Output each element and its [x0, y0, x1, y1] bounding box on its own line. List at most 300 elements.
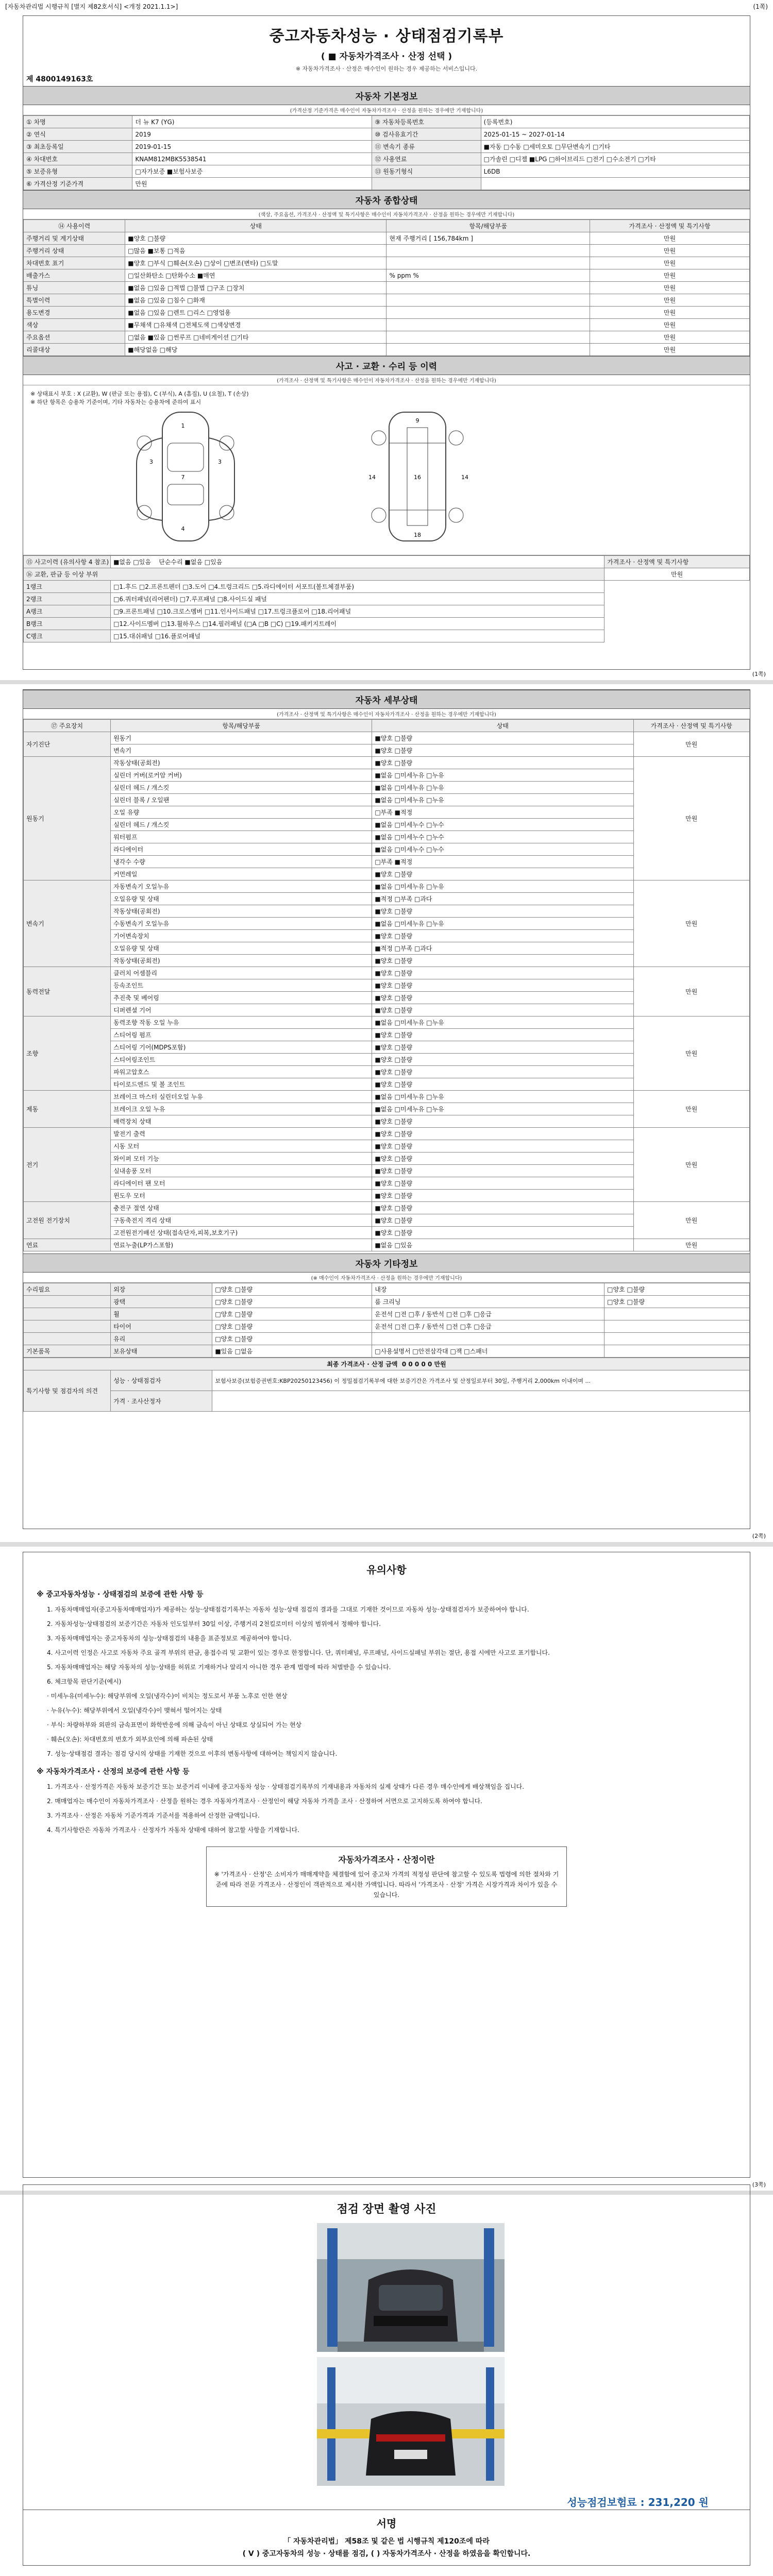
detail-item-label: 실린더 블록 / 오일팬: [111, 794, 372, 806]
overall-item-status: ■해당없음 □해당: [125, 344, 386, 356]
detail-item-label: 추진축 및 베어링: [111, 992, 372, 1004]
detail-item-status: ■양호 □불량: [372, 979, 633, 992]
photo-section-heading: 점검 장면 촬영 사진: [337, 2203, 436, 2216]
detail-status-table: [23, 719, 750, 1251]
detail-item-status: ■적정 □부족 □과다: [372, 942, 633, 955]
notice-item: · 미세누유(미세누수): 해당부위에 오일(냉각수)이 비치는 정도로서 부품 노후로 인한 현상: [47, 1692, 288, 1700]
other-info-row: [24, 1345, 750, 1358]
detail-item-status: ■양호 □불량: [372, 757, 633, 769]
other-info-cell: [604, 1320, 750, 1333]
overall-item-price: 만원: [590, 294, 750, 307]
basic-info-key: ⑫ 사용연료: [372, 153, 481, 165]
overall-item-detail: [386, 344, 590, 356]
basic-info-note: (가격산정 기준가격은 매수인이 자동차가격조사 · 산정을 원하는 경우에만 기재합니다): [23, 105, 750, 115]
basic-info-value: KNAM812MBK5538541: [132, 153, 372, 165]
detail-item-label: 변속기: [111, 744, 372, 757]
overall-column-header: 상태: [125, 220, 386, 232]
overall-item-status: ■양호 □불량: [125, 232, 386, 245]
basic-info-value: □자가보증 ■보험사보증: [132, 165, 372, 178]
overall-item-detail: [386, 307, 590, 319]
other-info-cell: 운전석 □전 □후 / 동반석 □전 □후 □응급: [372, 1320, 604, 1333]
overall-item-status: ■없음 □있음 □적법 □불법 □구조 □장치: [125, 282, 386, 294]
other-info-cell: 룸 크리닝: [372, 1296, 604, 1308]
damage-rank-row: [24, 605, 750, 618]
detail-item-label: 오일 유량: [111, 806, 372, 819]
detail-status-row: [24, 1202, 750, 1214]
detail-group-label: 원동기: [24, 757, 111, 880]
notice-list-1: [37, 1604, 736, 1759]
accident-history-label: ⑮ 사고이력 (유의사항 4 참조): [24, 556, 111, 568]
svg-text:18: 18: [414, 532, 421, 538]
other-info-row: [24, 1308, 750, 1320]
overall-item-price: 만원: [590, 307, 750, 319]
overall-status-row: [24, 282, 750, 294]
simple-repair-label: 단순수리: [159, 558, 183, 566]
detail-item-label: 커먼레일: [111, 868, 372, 880]
overall-item-status: ■없음 □있음 □렌트 □리스 □영업용: [125, 307, 386, 319]
other-info-cell: 유리: [111, 1333, 212, 1345]
status-symbol-legend: ※ 상태표시 부호 : X (교환), W (판금 또는 용접), C (부식), A (흠집), U (요철), T (손상) ※ 하단 항목은 승용차 기준이며, 기타 자동차는 승용차에 준하여 표시: [30, 391, 249, 405]
appraisal-definition-box: [206, 1846, 567, 1907]
panel-exchange-label: ⑯ 교환, 판금 등 이상 부위: [24, 568, 604, 581]
detail-heading: 자동차 세부상태: [23, 690, 750, 709]
detail-item-label: 등속조인트: [111, 979, 372, 992]
detail-group-label: 동력전달: [24, 967, 111, 1016]
damage-rank-items: □6.쿼터패널(리어펜더) □7.루프패널 □8.사이드실 패널: [111, 593, 604, 605]
detail-item-label: 충전구 절연 상태: [111, 1202, 372, 1214]
detail-column-header: 항목/해당부품: [111, 720, 372, 732]
detail-column-header: ⑰ 주요장치: [24, 720, 111, 732]
notice-frame: [23, 1552, 750, 2178]
detail-item-status: ■양호 □불량: [372, 955, 633, 967]
overall-item-label: 튜닝: [24, 282, 125, 294]
inspection-insurance-fee: 성능점검보험료 : 231,220 원: [567, 2496, 709, 2509]
signature-section: [23, 2510, 750, 2535]
detail-item-label: 원동기: [111, 732, 372, 744]
detail-item-label: 구동축전지 격리 상태: [111, 1214, 372, 1227]
detail-item-label: 스티어링 펌프: [111, 1029, 372, 1041]
notice-item: · 부식: 차량하부와 외판의 금속표면이 화학반응에 의해 금속이 아닌 상태로 상실되어 가는 현상: [47, 1721, 302, 1728]
other-info-cell: [24, 1296, 111, 1308]
detail-status-row: [24, 967, 750, 979]
svg-text:7: 7: [181, 474, 185, 481]
other-info-cell: 외장: [111, 1283, 212, 1296]
basic-info-value: 2019: [132, 128, 372, 141]
detail-item-label: 오일유량 및 상태: [111, 893, 372, 905]
other-info-cell: 보유상태: [111, 1345, 212, 1358]
svg-text:1: 1: [181, 422, 185, 429]
overall-status-heading: 자동차 종합상태: [23, 190, 750, 209]
detail-item-label: 배력장치 상태: [111, 1115, 372, 1128]
overall-item-detail: [386, 319, 590, 331]
detail-item-label: 작동상태(공회전): [111, 955, 372, 967]
detail-item-status: ■양호 □불량: [372, 1115, 633, 1128]
overall-item-detail: [386, 282, 590, 294]
detail-item-status: ■없음 □미세누유 □누유: [372, 794, 633, 806]
detail-item-label: 윈도우 모터: [111, 1190, 372, 1202]
overall-item-status: □일산화탄소 □탄화수소 ■매연: [125, 269, 386, 282]
detail-item-status: ■없음 □미세누유 □누유: [372, 918, 633, 930]
detail-item-label: 실내송풍 모터: [111, 1165, 372, 1177]
basic-info-row: [24, 141, 750, 153]
svg-text:16: 16: [414, 474, 421, 481]
detail-item-status: ■적정 □부족 □과다: [372, 893, 633, 905]
detail-item-status: ■양호 □불량: [372, 1029, 633, 1041]
overall-status-row: [24, 245, 750, 257]
accident-history-value: ■없음 □있음: [113, 558, 151, 566]
detail-item-status: ■양호 □불량: [372, 732, 633, 744]
detail-item-label: 냉각수 수량: [111, 856, 372, 868]
overall-item-status: □없음 ■있음 □썬루프 □네비게이션 □기타: [125, 331, 386, 344]
overall-column-header: ⑭ 사용이력: [24, 220, 125, 232]
page-header-line: [5, 2, 768, 12]
notice-item: 3. 자동차매매업자는 중고자동차의 성능·상태점검의 내용을 표준정보로 제공하여야 합니다.: [47, 1635, 292, 1642]
notice-item: 2. 자동차성능·상태점검의 보증기간은 자동차 인도일부터 30일 이상, 주행거리 2천킬로미터 이상의 범위에서 정해야 합니다.: [47, 1620, 381, 1628]
detail-item-status: ■없음 □미세누수 □누수: [372, 843, 633, 856]
detail-group-price: 만원: [633, 967, 749, 1016]
other-info-cell: □양호 □불량: [212, 1308, 372, 1320]
overall-item-price: 만원: [590, 319, 750, 331]
detail-group-price: 만원: [633, 1239, 749, 1251]
overall-item-price: 만원: [590, 269, 750, 282]
detail-item-label: 연료누출(LP가스포함): [111, 1239, 372, 1251]
other-info-cell: [604, 1333, 750, 1345]
car-diagram-area: [23, 385, 750, 555]
overall-item-detail: [386, 257, 590, 269]
detail-item-status: ■양호 □불량: [372, 1041, 633, 1054]
detail-column-header: 가격조사 · 산정액 및 특기사항: [633, 720, 749, 732]
basic-info-value: 더 뉴 K7 (YG): [132, 116, 372, 128]
overall-status-row: [24, 344, 750, 356]
other-info-row: [24, 1283, 750, 1296]
other-info-cell: [24, 1333, 111, 1345]
detail-item-label: 발전기 출력: [111, 1128, 372, 1140]
detail-column-header: 상태: [372, 720, 633, 732]
basic-info-value: [481, 178, 749, 190]
notice-item: 2. 매매업자는 매수인이 자동차가격조사 · 산정을 원하는 경우 자동차가격조사 · 산정인이 해당 자동차 가격을 조사 · 산정하여 서면으로 고지하도록 하여야 합니다.: [47, 1798, 482, 1805]
notice-item: 6. 체크항목 판단기준(예시): [47, 1678, 122, 1685]
basic-info-row: [24, 178, 750, 190]
other-info-cell: □양호 □불량: [604, 1296, 750, 1308]
overall-item-label: 리콜대상: [24, 344, 125, 356]
detail-item-status: ■양호 □불량: [372, 744, 633, 757]
other-info-row: [24, 1333, 750, 1345]
overall-item-label: 주행거리 상태: [24, 245, 125, 257]
basic-info-row: [24, 153, 750, 165]
inspection-photo-rear: [317, 2357, 505, 2486]
overall-item-price: 만원: [590, 257, 750, 269]
overall-status-row: [24, 269, 750, 282]
overall-status-row: [24, 319, 750, 331]
detail-status-row: [24, 1091, 750, 1103]
basic-info-value: (등록번호): [481, 116, 749, 128]
other-info-cell: 운전석 □전 □후 / 동반석 □전 □후 □응급: [372, 1308, 604, 1320]
final-price-value: 0 0 0 0 0 만원: [401, 1361, 446, 1368]
svg-text:9: 9: [415, 417, 419, 424]
detail-item-label: 시동 모터: [111, 1140, 372, 1153]
document-title: 중고자동차성능 · 상태점검기록부: [269, 27, 504, 45]
damage-rank-row: [24, 593, 750, 605]
overall-status-table: [23, 219, 750, 356]
detail-item-status: ■양호 □불량: [372, 1190, 633, 1202]
other-info-table: [23, 1283, 750, 1358]
detail-status-row: [24, 1239, 750, 1251]
detail-item-label: 수동변속기 오일누유: [111, 918, 372, 930]
detail-item-status: ■없음 □미세누수 □누수: [372, 831, 633, 843]
detail-item-status: ■없음 □미세누수 □누수: [372, 819, 633, 831]
basic-info-value: L6DB: [481, 165, 749, 178]
detail-item-status: ■양호 □불량: [372, 1066, 633, 1078]
other-info-cell: □양호 □불량: [212, 1296, 372, 1308]
detail-status-row: [24, 757, 750, 769]
damage-rank-label: A랭크: [24, 605, 111, 618]
other-info-cell: 타이어: [111, 1320, 212, 1333]
accident-price-value: 만원: [604, 568, 750, 581]
legal-footer: 「 자동차관리법」 제58조 및 같은 법 시행규칙 제120조에 따라 ( V ) 중고자동차의 성능 · 상태를 점검, ( ) 자동차가격조사 · 산정을 하였음을 확인합니다.: [242, 2537, 531, 2558]
overall-status-row: [24, 331, 750, 344]
overall-status-row: [24, 294, 750, 307]
detail-item-label: 작동상태(공회전): [111, 905, 372, 918]
detail-item-label: 브레이크 마스터 실린더오일 누유: [111, 1091, 372, 1103]
detail-item-status: ■양호 □불량: [372, 992, 633, 1004]
appraiser-opinion-label: 가격 · 조사산정자: [111, 1391, 212, 1412]
other-info-heading: 자동차 기타정보: [23, 1253, 750, 1273]
detail-item-label: 타이로드엔드 및 볼 조인트: [111, 1078, 372, 1091]
other-info-cell: [372, 1333, 604, 1345]
overall-item-detail: [386, 331, 590, 344]
overall-item-price: 만원: [590, 344, 750, 356]
notice-list-2: [37, 1782, 736, 1835]
other-info-cell: □양호 □불량: [212, 1320, 372, 1333]
detail-item-status: ■없음 □미세누유 □누유: [372, 880, 633, 893]
detail-item-label: 라디에이터 팬 모터: [111, 1177, 372, 1190]
overall-status-row: [24, 307, 750, 319]
svg-text:4: 4: [181, 526, 185, 532]
certificate-number: 제 4800149163호: [26, 75, 93, 83]
damage-rank-row: [24, 630, 750, 642]
overall-status-row: [24, 257, 750, 269]
damage-rank-label: B랭크: [24, 618, 111, 630]
detail-group-label: 변속기: [24, 880, 111, 967]
basic-info-row: [24, 165, 750, 178]
detail-group-price: 만원: [633, 757, 749, 880]
notice-section-2-heading: ※ 자동차가격조사 · 산정의 보증에 관한 사항 등: [37, 1768, 190, 1776]
photo-frame: [23, 2184, 750, 2566]
damage-rank-row: [24, 581, 750, 593]
damage-rank-label: 1랭크: [24, 581, 111, 593]
detail-item-status: ■양호 □불량: [372, 905, 633, 918]
car-outer-panel-diagram: [126, 407, 245, 546]
overall-item-status: ■없음 □있음 □침수 □화재: [125, 294, 386, 307]
other-info-cell: 내장: [372, 1283, 604, 1296]
detail-item-label: 작동상태(공회전): [111, 757, 372, 769]
detail-group-price: 만원: [633, 1016, 749, 1091]
other-info-cell: □양호 □불량: [212, 1333, 372, 1345]
page-4: [0, 2195, 773, 2576]
basic-info-key: ⑥ 가격산정 기준가격: [24, 178, 132, 190]
detail-item-status: □부족 ■적정: [372, 856, 633, 868]
other-info-cell: 휠: [111, 1308, 212, 1320]
detail-item-label: 실린더 커버(로커암 커버): [111, 769, 372, 782]
basic-info-value: 2019-01-15: [132, 141, 372, 153]
svg-text:3: 3: [149, 459, 153, 465]
inspection-photo-front: [317, 2223, 505, 2352]
notice-item: 5. 자동차매매업자는 해당 자동차의 성능·상태를 허위로 기재하거나 알리지 아니한 경우 관계 법령에 따라 처벌받을 수 있습니다.: [47, 1664, 391, 1671]
accident-price-head: 가격조사 · 산정액 및 특기사항: [604, 556, 750, 568]
detail-item-status: ■양호 □불량: [372, 1227, 633, 1239]
detail-item-label: 브레이크 오일 누유: [111, 1103, 372, 1115]
appraiser-opinion: [212, 1391, 750, 1412]
basic-info-key: ② 연식: [24, 128, 132, 141]
detail-group-label: 연료: [24, 1239, 111, 1251]
detail-item-status: ■양호 □불량: [372, 1177, 633, 1190]
detail-item-label: 와이퍼 모터 기능: [111, 1153, 372, 1165]
document-note: ※ 자동차가격조사 · 산정은 매수인이 원하는 경우 제공하는 서비스입니다.: [295, 65, 478, 72]
detail-item-label: 자동변속기 오일누유: [111, 880, 372, 893]
appraisal-definition-text: ※ '가격조사 · 산정'은 소비자가 매매계약을 체결함에 있어 중고차 가격의 적정성 판단에 참고할 수 있도록 법령에 의한 절차와 기준에 따라 전문 가격조사 · 산정인이 객관적으로 제시한 가액입니다. 따라서 '가격조사 · 산정' 가격은 시장가격과 차이가 있을 수 있습니다.: [214, 1871, 559, 1899]
detail-status-row: [24, 1016, 750, 1029]
basic-info-key: ④ 차대번호: [24, 153, 132, 165]
appraisal-definition-title: 자동차가격조사 · 산정이란: [338, 1855, 435, 1865]
overall-item-detail: % ppm %: [386, 269, 590, 282]
detail-item-label: 파워고압호스: [111, 1066, 372, 1078]
detail-item-label: 라디에이터: [111, 843, 372, 856]
detail-group-price: 만원: [633, 1091, 749, 1128]
damage-rank-items: □1.후드 □2.프론트펜더 □3.도어 □4.트렁크리드 □5.라디에이터 서포트(볼트체결부품): [111, 581, 604, 593]
accident-heading: 사고 · 교환 · 수리 등 이력: [23, 356, 750, 375]
notice-item: 3. 가격조사 · 산정은 자동차 기준가격과 기준서를 적용하여 산정한 금액입니다.: [47, 1812, 260, 1819]
page-indicator: (1쪽): [753, 3, 768, 10]
other-info-row: [24, 1296, 750, 1308]
accident-note: (가격조사 · 산정액 및 특기사항은 매수인이 자동차가격조사 · 산정을 원하는 경우에만 기재합니다): [23, 375, 750, 385]
car-frame-diagram: [358, 407, 477, 546]
detail-item-status: ■양호 □불량: [372, 1165, 633, 1177]
detail-item-status: ■없음 □미세누유 □누유: [372, 1091, 633, 1103]
detail-item-label: 실린더 헤드 / 개스킷: [111, 819, 372, 831]
notice-item: · 훼손(오손): 차대번호의 번호가 외부요인에 의해 파손된 상태: [47, 1736, 213, 1743]
basic-info-value: ■자동 □수동 □세미오토 □무단변속기 □기타: [481, 141, 749, 153]
overall-item-price: 만원: [590, 282, 750, 294]
damage-rank-label: 2랭크: [24, 593, 111, 605]
inspector-opinion-label: 성능 · 상태점검자: [111, 1370, 212, 1391]
basic-info-row: [24, 116, 750, 128]
overall-item-detail: 현재 주행거리 [ 156,784km ]: [386, 232, 590, 245]
other-info-cell: ■있음 □없음: [212, 1345, 372, 1358]
overall-item-detail: [386, 245, 590, 257]
detail-status-row: [24, 1128, 750, 1140]
overall-item-label: 주요옵션: [24, 331, 125, 344]
detail-group-price: 만원: [633, 1128, 749, 1202]
document-subtitle: ( ■ 자동차가격조사 · 산정 선택 ): [321, 52, 452, 62]
detail-item-label: 디퍼렌셜 기어: [111, 1004, 372, 1016]
detail-item-status: ■양호 □불량: [372, 1202, 633, 1214]
notice-item: 4. 특기사항란은 자동차 가격조사 · 산정자가 자동차 상태에 대하여 참고할 사항을 기재합니다.: [47, 1826, 299, 1834]
detail-item-status: ■양호 □불량: [372, 1078, 633, 1091]
detail-item-label: 기어변속장치: [111, 930, 372, 942]
detail-item-label: 스티어링조인트: [111, 1054, 372, 1066]
detail-group-label: 제동: [24, 1091, 111, 1128]
basic-info-key: ⑩ 검사유효기간: [372, 128, 481, 141]
detail-frame: [23, 689, 750, 1529]
page-number-2: (2쪽): [752, 1533, 766, 1539]
detail-status-row: [24, 880, 750, 893]
damage-rank-items: □15.대쉬패널 □16.플로어패널: [111, 630, 604, 642]
detail-item-status: ■양호 □불량: [372, 1153, 633, 1165]
basic-info-key: ③ 최초등록일: [24, 141, 132, 153]
basic-info-key: ① 차명: [24, 116, 132, 128]
basic-info-key: [372, 178, 481, 190]
detail-item-label: 클러치 어셈블리: [111, 967, 372, 979]
accident-history-table: [23, 555, 750, 642]
detail-item-label: 스티어링 기어(MDPS포함): [111, 1041, 372, 1054]
damage-rank-items: □12.사이드멤버 □13.휠하우스 □14.필러패널 (□A □B □C) □19.패키지트레이: [111, 618, 604, 630]
detail-item-label: 동력조향 작동 오일 누유: [111, 1016, 372, 1029]
overall-status-row: [24, 232, 750, 245]
svg-text:3: 3: [218, 459, 222, 465]
detail-item-status: ■양호 □불량: [372, 967, 633, 979]
other-info-cell: □양호 □불량: [604, 1283, 750, 1296]
damage-rank-row: [24, 618, 750, 630]
detail-item-status: ■양호 □불량: [372, 1004, 633, 1016]
other-info-cell: [604, 1308, 750, 1320]
form-reference: [자동차관리법 시행규칙 [별지 제82호서식] <개정 2021.1.1>]: [5, 3, 178, 10]
page-1: [0, 0, 773, 680]
simple-repair-value: ■없음 □있음: [184, 558, 223, 566]
other-info-note: (※ 매수인이 자동차가격조사 · 산정을 원하는 경우에만 기재합니다): [23, 1273, 750, 1283]
basic-info-key: ⑤ 보증유형: [24, 165, 132, 178]
other-info-cell: [24, 1308, 111, 1320]
detail-item-status: ■양호 □불량: [372, 1128, 633, 1140]
detail-item-status: ■양호 □불량: [372, 1054, 633, 1066]
signature-heading: 서명: [376, 2517, 397, 2530]
basic-info-value: 만원: [132, 178, 372, 190]
detail-group-price: 만원: [633, 880, 749, 967]
basic-info-table: [23, 115, 750, 190]
final-price-table: [23, 1358, 750, 1412]
other-info-cell: [604, 1345, 750, 1358]
detail-item-status: □부족 ■적정: [372, 806, 633, 819]
overall-item-price: 만원: [590, 245, 750, 257]
overall-item-label: 색상: [24, 319, 125, 331]
notice-item: 4. 사고이력 인정은 사고로 자동차 주요 골격 부위의 판금, 용접수리 및 교환이 있는 경우로 한정합니다. 단, 쿼터패널, 루프패널, 사이드실패널 부위는 절단, 용접 시에만 사고로 표기합니다.: [47, 1649, 550, 1656]
detail-item-status: ■양호 □불량: [372, 868, 633, 880]
detail-note: (가격조사 · 산정액 및 특기사항은 매수인이 자동차가격조사 · 산정을 원하는 경우에만 기재합니다): [23, 709, 750, 719]
other-info-cell: 기본품목: [24, 1345, 111, 1358]
overall-item-label: 배출가스: [24, 269, 125, 282]
overall-item-label: 특별이력: [24, 294, 125, 307]
detail-item-status: ■없음 □미세누유 □누유: [372, 769, 633, 782]
basic-info-key: ⑨ 자동차등록번호: [372, 116, 481, 128]
detail-group-label: 자기진단: [24, 732, 111, 757]
basic-info-key: ⑪ 변속기 종류: [372, 141, 481, 153]
page-3: [0, 1547, 773, 2191]
detail-group-label: 전기: [24, 1128, 111, 1202]
detail-item-status: ■양호 □불량: [372, 1140, 633, 1153]
overall-column-header: 항목/해당부품: [386, 220, 590, 232]
detail-item-status: ■양호 □불량: [372, 930, 633, 942]
detail-item-status: ■없음 □미세누유 □누유: [372, 782, 633, 794]
overall-item-status: □많음 ■보통 □적음: [125, 245, 386, 257]
overall-item-price: 만원: [590, 232, 750, 245]
detail-item-label: 실린더 헤드 / 개스킷: [111, 782, 372, 794]
other-info-cell: 광택: [111, 1296, 212, 1308]
overall-item-price: 만원: [590, 331, 750, 344]
other-info-cell: [24, 1320, 111, 1333]
overall-item-label: 주행거리 및 계기상태: [24, 232, 125, 245]
basic-info-value: 2025-01-15 ~ 2027-01-14: [481, 128, 749, 141]
detail-item-status: ■양호 □불량: [372, 1214, 633, 1227]
other-info-cell: 수리필요: [24, 1283, 111, 1296]
